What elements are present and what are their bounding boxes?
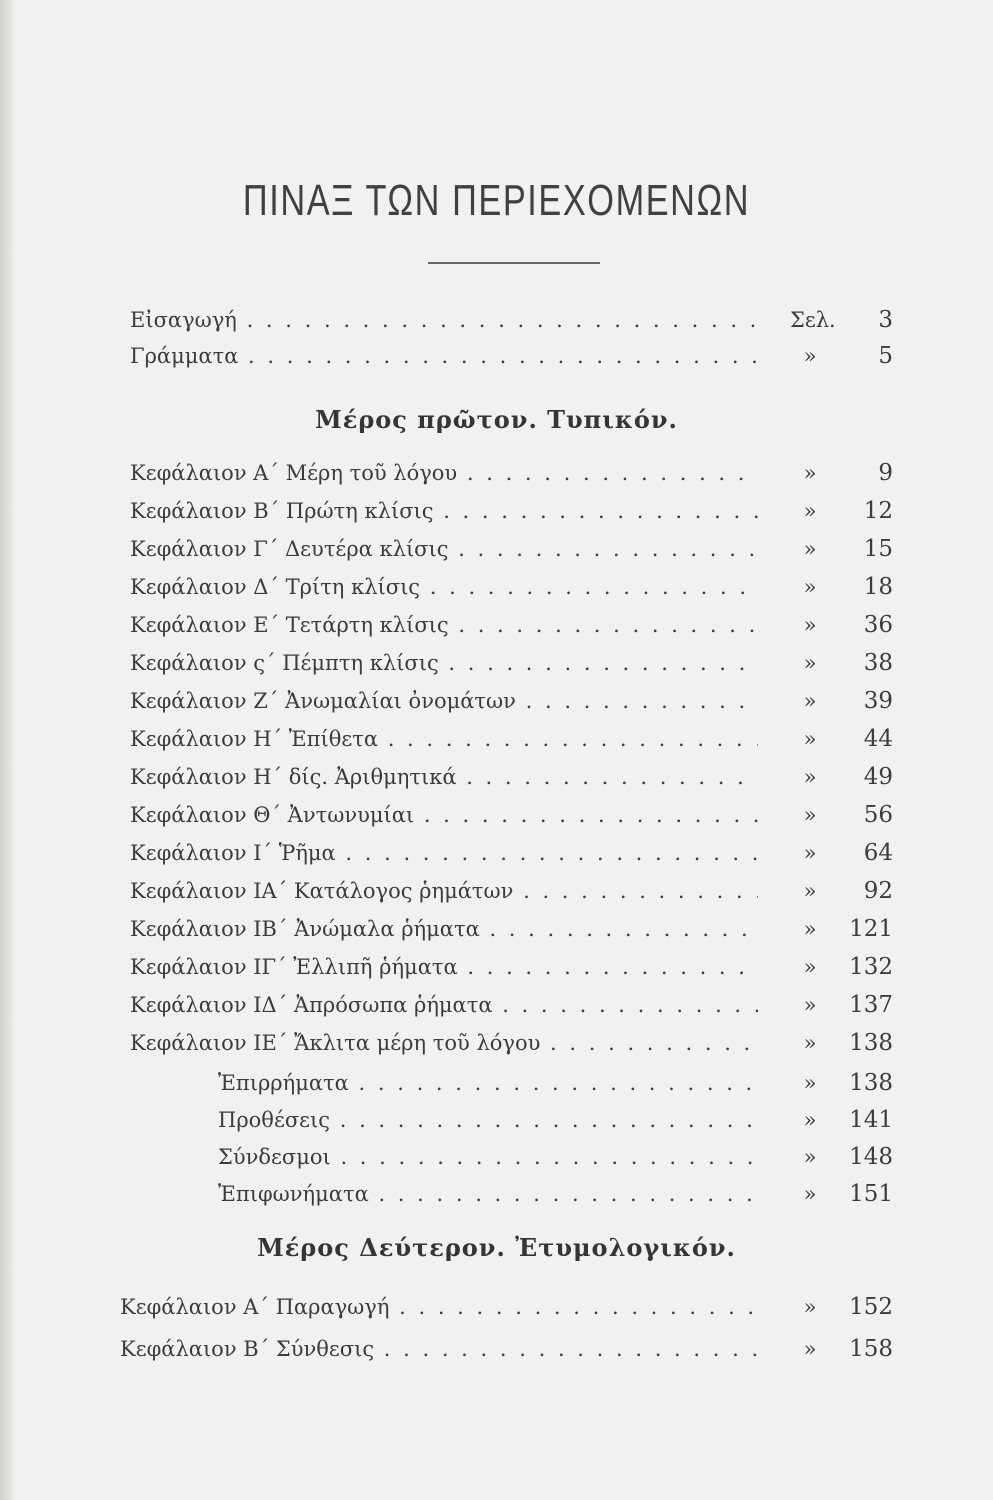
toc-label: Κεφάλαιον ΙΔ΄ Ἀπρόσωπα ῥήματα . . . — [130, 987, 758, 1023]
toc-row[interactable] — [0, 949, 993, 985]
toc-row[interactable] — [0, 531, 993, 567]
toc-label: Κεφάλαιον Β΄ Σύνθεσις . . . — [120, 1331, 758, 1367]
toc-page-number: 5 — [878, 343, 893, 369]
title-rule — [428, 262, 600, 264]
toc-page-number: 158 — [849, 1336, 893, 1362]
toc-label: Γράμματα . . . — [130, 338, 758, 374]
ditto-mark: » — [803, 499, 817, 523]
toc-row[interactable] — [0, 455, 993, 491]
section-heading-part2: Μέρος Δεύτερον. Ἐτυμολογικόν. — [257, 1233, 736, 1262]
toc-page-number: 38 — [863, 650, 893, 676]
toc-label: Κεφάλαιον Θ΄ Ἀντωνυμίαι . . . — [130, 797, 758, 833]
toc-page-number: 151 — [849, 1181, 893, 1207]
toc-label: Κεφάλαιον Γ΄ Δευτέρα κλίσις . . . — [130, 531, 758, 567]
toc-label: Κεφάλαιον ς΄ Πέμπτη κλίσις . . . — [130, 645, 758, 681]
toc-label: Σύνδεσμοι . . . — [218, 1139, 758, 1175]
toc-row[interactable] — [0, 911, 993, 947]
ditto-mark: » — [803, 841, 817, 865]
toc-label: Κεφάλαιον Η΄ δίς. Ἀριθμητικά . . . — [130, 759, 758, 795]
ditto-mark: » — [803, 461, 817, 485]
toc-page-number: 148 — [849, 1144, 893, 1170]
ditto-mark: » — [803, 1108, 817, 1132]
page-title: ΠΙΝΑΞ ΤΩΝ ΠΕΡΙΕΧΟΜΕΝΩΝ — [242, 176, 751, 225]
toc-page-number: 138 — [849, 1070, 893, 1096]
toc-label: Κεφάλαιον Α΄ Παραγωγή . . . — [120, 1289, 758, 1325]
toc-row[interactable] — [0, 987, 993, 1023]
ditto-mark: » — [803, 1182, 817, 1206]
toc-page-number: 49 — [863, 764, 893, 790]
toc-subrow[interactable] — [0, 1102, 993, 1138]
page-abbrev: Σελ. — [790, 308, 836, 332]
toc-label: Κεφάλαιον ΙΑ΄ Κατάλογος ῥημάτων . . . — [130, 873, 758, 909]
toc-page-number: 56 — [863, 802, 893, 828]
toc-label: Εἰσαγωγή . . . — [130, 302, 758, 338]
toc-page-number: 137 — [849, 992, 893, 1018]
toc-label: Κεφάλαιον ΙΓ΄ Ἐλλιπῆ ῥήματα . . . — [130, 949, 758, 985]
toc-label: Κεφάλαιον Ε΄ Τετάρτη κλίσις . . . — [130, 607, 758, 643]
ditto-mark: » — [803, 917, 817, 941]
ditto-mark: » — [803, 993, 817, 1017]
toc-label: Κεφάλαιον Ι΄ Ῥῆμα . . . — [130, 835, 758, 871]
toc-label: Κεφάλαιον ΙΒ΄ Ἀνώμαλα ῥήματα . . . — [130, 911, 758, 947]
toc-label: Ἐπιφωνήματα . . . — [218, 1176, 758, 1212]
toc-row[interactable] — [0, 607, 993, 643]
toc-page-number: 18 — [863, 574, 893, 600]
toc-page-number: 121 — [849, 916, 893, 942]
toc-page-number: 92 — [863, 878, 893, 904]
toc-page-number: 39 — [863, 688, 893, 714]
toc-row-letters[interactable] — [0, 338, 993, 374]
toc-subrow[interactable] — [0, 1065, 993, 1101]
ditto-mark: » — [803, 1071, 817, 1095]
toc-row[interactable] — [0, 721, 993, 757]
ditto-mark: » — [803, 955, 817, 979]
toc-page-number: 141 — [849, 1107, 893, 1133]
toc-row[interactable] — [0, 645, 993, 681]
toc-page-number: 64 — [863, 840, 893, 866]
toc-label: Κεφάλαιον Η΄ Ἐπίθετα . . . — [130, 721, 758, 757]
toc-row[interactable] — [0, 835, 993, 871]
toc-row[interactable] — [0, 873, 993, 909]
toc-page-number: 3 — [878, 307, 893, 333]
toc-subrow[interactable] — [0, 1139, 993, 1175]
toc-page-number: 12 — [863, 498, 893, 524]
ditto-mark: » — [803, 879, 817, 903]
ditto-mark: » — [803, 727, 817, 751]
ditto-mark: » — [803, 651, 817, 675]
toc-label: Προθέσεις . . . — [218, 1102, 758, 1138]
toc-row[interactable] — [0, 683, 993, 719]
toc-page-number: 9 — [878, 460, 893, 486]
ditto-mark: » — [803, 1295, 817, 1319]
toc-row[interactable] — [0, 1289, 993, 1325]
ditto-mark: » — [803, 803, 817, 827]
ditto-mark: » — [803, 689, 817, 713]
toc-label: Κεφάλαιον Α΄ Μέρη τοῦ λόγου . . . — [130, 455, 758, 491]
toc-row-intro[interactable] — [0, 302, 993, 338]
ditto-mark: » — [803, 537, 817, 561]
ditto-mark: » — [803, 613, 817, 637]
toc-label: Κεφάλαιον Δ΄ Τρίτη κλίσις . . . — [130, 569, 758, 605]
ditto-mark: » — [803, 765, 817, 789]
ditto-mark: » — [803, 1337, 817, 1361]
ditto-mark: » — [803, 344, 817, 368]
ditto-mark: » — [803, 575, 817, 599]
ditto-mark: » — [803, 1031, 817, 1055]
toc-row[interactable] — [0, 569, 993, 605]
toc-page-number: 15 — [863, 536, 893, 562]
toc-row[interactable] — [0, 759, 993, 795]
toc-row[interactable] — [0, 1331, 993, 1367]
section-heading-part1: Μέρος πρῶτον. Τυπικόν. — [315, 405, 678, 434]
toc-page-number: 132 — [849, 954, 893, 980]
toc-row[interactable] — [0, 493, 993, 529]
toc-label: Κεφάλαιον Ζ΄ Ἀνωμαλίαι ὀνομάτων . . . — [130, 683, 758, 719]
toc-page-number: 36 — [863, 612, 893, 638]
toc-label: Ἐπιρρήματα . . . — [218, 1065, 758, 1101]
toc-row[interactable] — [0, 797, 993, 833]
toc-label: Κεφάλαιον ΙΕ΄ Ἄκλιτα μέρη τοῦ λόγου . . . — [130, 1025, 758, 1061]
toc-label: Κεφάλαιον Β΄ Πρώτη κλίσις . . . — [130, 493, 758, 529]
ditto-mark: » — [803, 1145, 817, 1169]
toc-page-number: 152 — [849, 1294, 893, 1320]
toc-page-number: 44 — [863, 726, 893, 752]
toc-subrow[interactable] — [0, 1176, 993, 1212]
toc-page-number: 138 — [849, 1030, 893, 1056]
toc-row[interactable] — [0, 1025, 993, 1061]
